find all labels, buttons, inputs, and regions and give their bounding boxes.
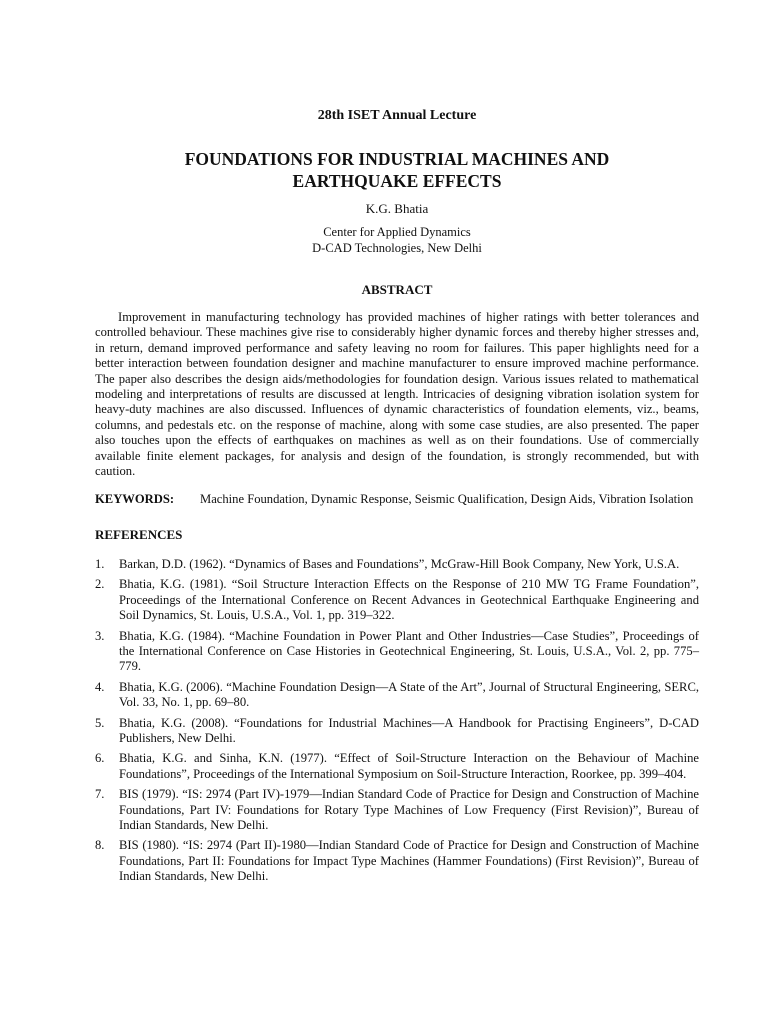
- reference-text: Barkan, D.D. (1962). “Dynamics of Bases and Foundations”, McGraw-Hill Book Company, New York, U.S.A.: [119, 556, 680, 571]
- reference-text: Bhatia, K.G. (1981). “Soil Structure Interaction Effects on the Response of 210 MW TG Frame Foundation”, Proceedings of the International Conference on Recent Advances in Geotechnical Earthquake Engineering and Soil Dynamics, St. Louis, U.S.A., Vol. 1, pp. 319–322.: [119, 577, 699, 623]
- reference-item: [95, 577, 699, 623]
- author-affiliation: [95, 224, 699, 256]
- reference-text: Bhatia, K.G. and Sinha, K.N. (1977). “Effect of Soil-Structure Interaction on the Behaviour of Machine Foundations”, Proceedings of the International Symposium on Soil-Structure Interaction, Roorkee, pp. 399–404.: [119, 751, 699, 781]
- title-line: FOUNDATIONS FOR INDUSTRIAL MACHINES AND: [184, 149, 610, 169]
- paper-title: [95, 148, 699, 192]
- reference-number: 7.: [95, 787, 105, 802]
- references-list: [95, 557, 699, 885]
- author-name: K.G. Bhatia: [365, 201, 429, 216]
- reference-text: Bhatia, K.G. (2006). “Machine Foundation Design—A State of the Art”, Journal of Structural Engineering, SERC, Vol. 33, No. 1, pp. 69–80.: [119, 679, 699, 710]
- reference-text: Bhatia, K.G. (1984). “Machine Foundation in Power Plant and Other Industries—Case Studies”, Proceedings of the International Conference on Case Histories in Geotechnical Engineering, St. Louis, U.S.A., Vol. 2, pp. 775–779.: [119, 628, 699, 674]
- keywords-section: [95, 492, 699, 507]
- keywords-text: Machine Foundation, Dynamic Response, Seismic Qualification, Design Aids, Vibration Isolation: [200, 492, 694, 507]
- lecture-heading: 28th ISET Annual Lecture: [317, 108, 477, 123]
- reference-text: BIS (1980). “IS: 2974 (Part II)-1980—Indian Standard Code of Practice for Design and Construction of Machine Foundations, Part II: Foundations for Impact Type Machines (Hammer Foundations) (First Revision)”, Bureau of Indian Standards, New Delhi.: [119, 838, 699, 884]
- affiliation-line: Center for Applied Dynamics: [323, 225, 471, 239]
- reference-text: BIS (1979). “IS: 2974 (Part IV)-1979—Indian Standard Code of Practice for Design and Construction of Machine Foundations, Part IV: Foundations for Rotary Type Machines of Low Frequency (First Revision)”, Bureau of Indian Standards, New Delhi.: [119, 787, 699, 832]
- keywords-label: KEYWORDS:: [95, 492, 175, 507]
- reference-item: [95, 557, 699, 572]
- reference-text: Bhatia, K.G. (2008). “Foundations for Industrial Machines—A Handbook for Practising Engineers”, D-CAD Publishers, New Delhi.: [119, 715, 699, 745]
- reference-item: [95, 751, 699, 782]
- reference-item: [95, 716, 699, 747]
- title-line: EARTHQUAKE EFFECTS: [292, 171, 502, 191]
- reference-number: 2.: [95, 577, 105, 592]
- reference-number: 5.: [95, 715, 105, 730]
- reference-item: [95, 680, 699, 711]
- reference-number: 1.: [95, 556, 105, 571]
- references-heading: REFERENCES: [95, 526, 183, 542]
- paper-content: [95, 108, 699, 890]
- reference-number: 3.: [95, 628, 105, 643]
- reference-number: 4.: [95, 679, 105, 694]
- abstract-text: Improvement in manufacturing technology has provided machines of higher ratings with better tolerances and controlled behaviour. These machines give rise to considerably higher dynamic forces and thereby higher stresses and, in return, demand improved performance and safety leaving no room for failures. This paper highlights need for a better interaction between foundation designer and machine manufacturer to ensure improved machine performance. The paper also describes the design aids/methodologies for foundation design. Various issues related to mathematical modeling and interpretations of results are discussed at length. Intricacies of designing vibration isolation system for heavy-duty machines are also discussed. Influences of dynamic characteristics of foundation elements, viz., beams, columns, and pedestals etc. on the response of machine, along with some case studies, are also presented. The paper also touches upon the effects of earthquakes on machines as well as on their foundations. Use of commercially available finite element packages, for analysis and design of the foundation, is strongly recommended, but with caution.: [95, 310, 699, 479]
- reference-item: [95, 629, 699, 675]
- reference-number: 6.: [95, 751, 105, 766]
- reference-item: [95, 838, 699, 884]
- affiliation-line: D-CAD Technologies, New Delhi: [312, 241, 482, 255]
- reference-item: [95, 787, 699, 833]
- abstract-heading: ABSTRACT: [361, 282, 433, 297]
- reference-number: 8.: [95, 838, 105, 853]
